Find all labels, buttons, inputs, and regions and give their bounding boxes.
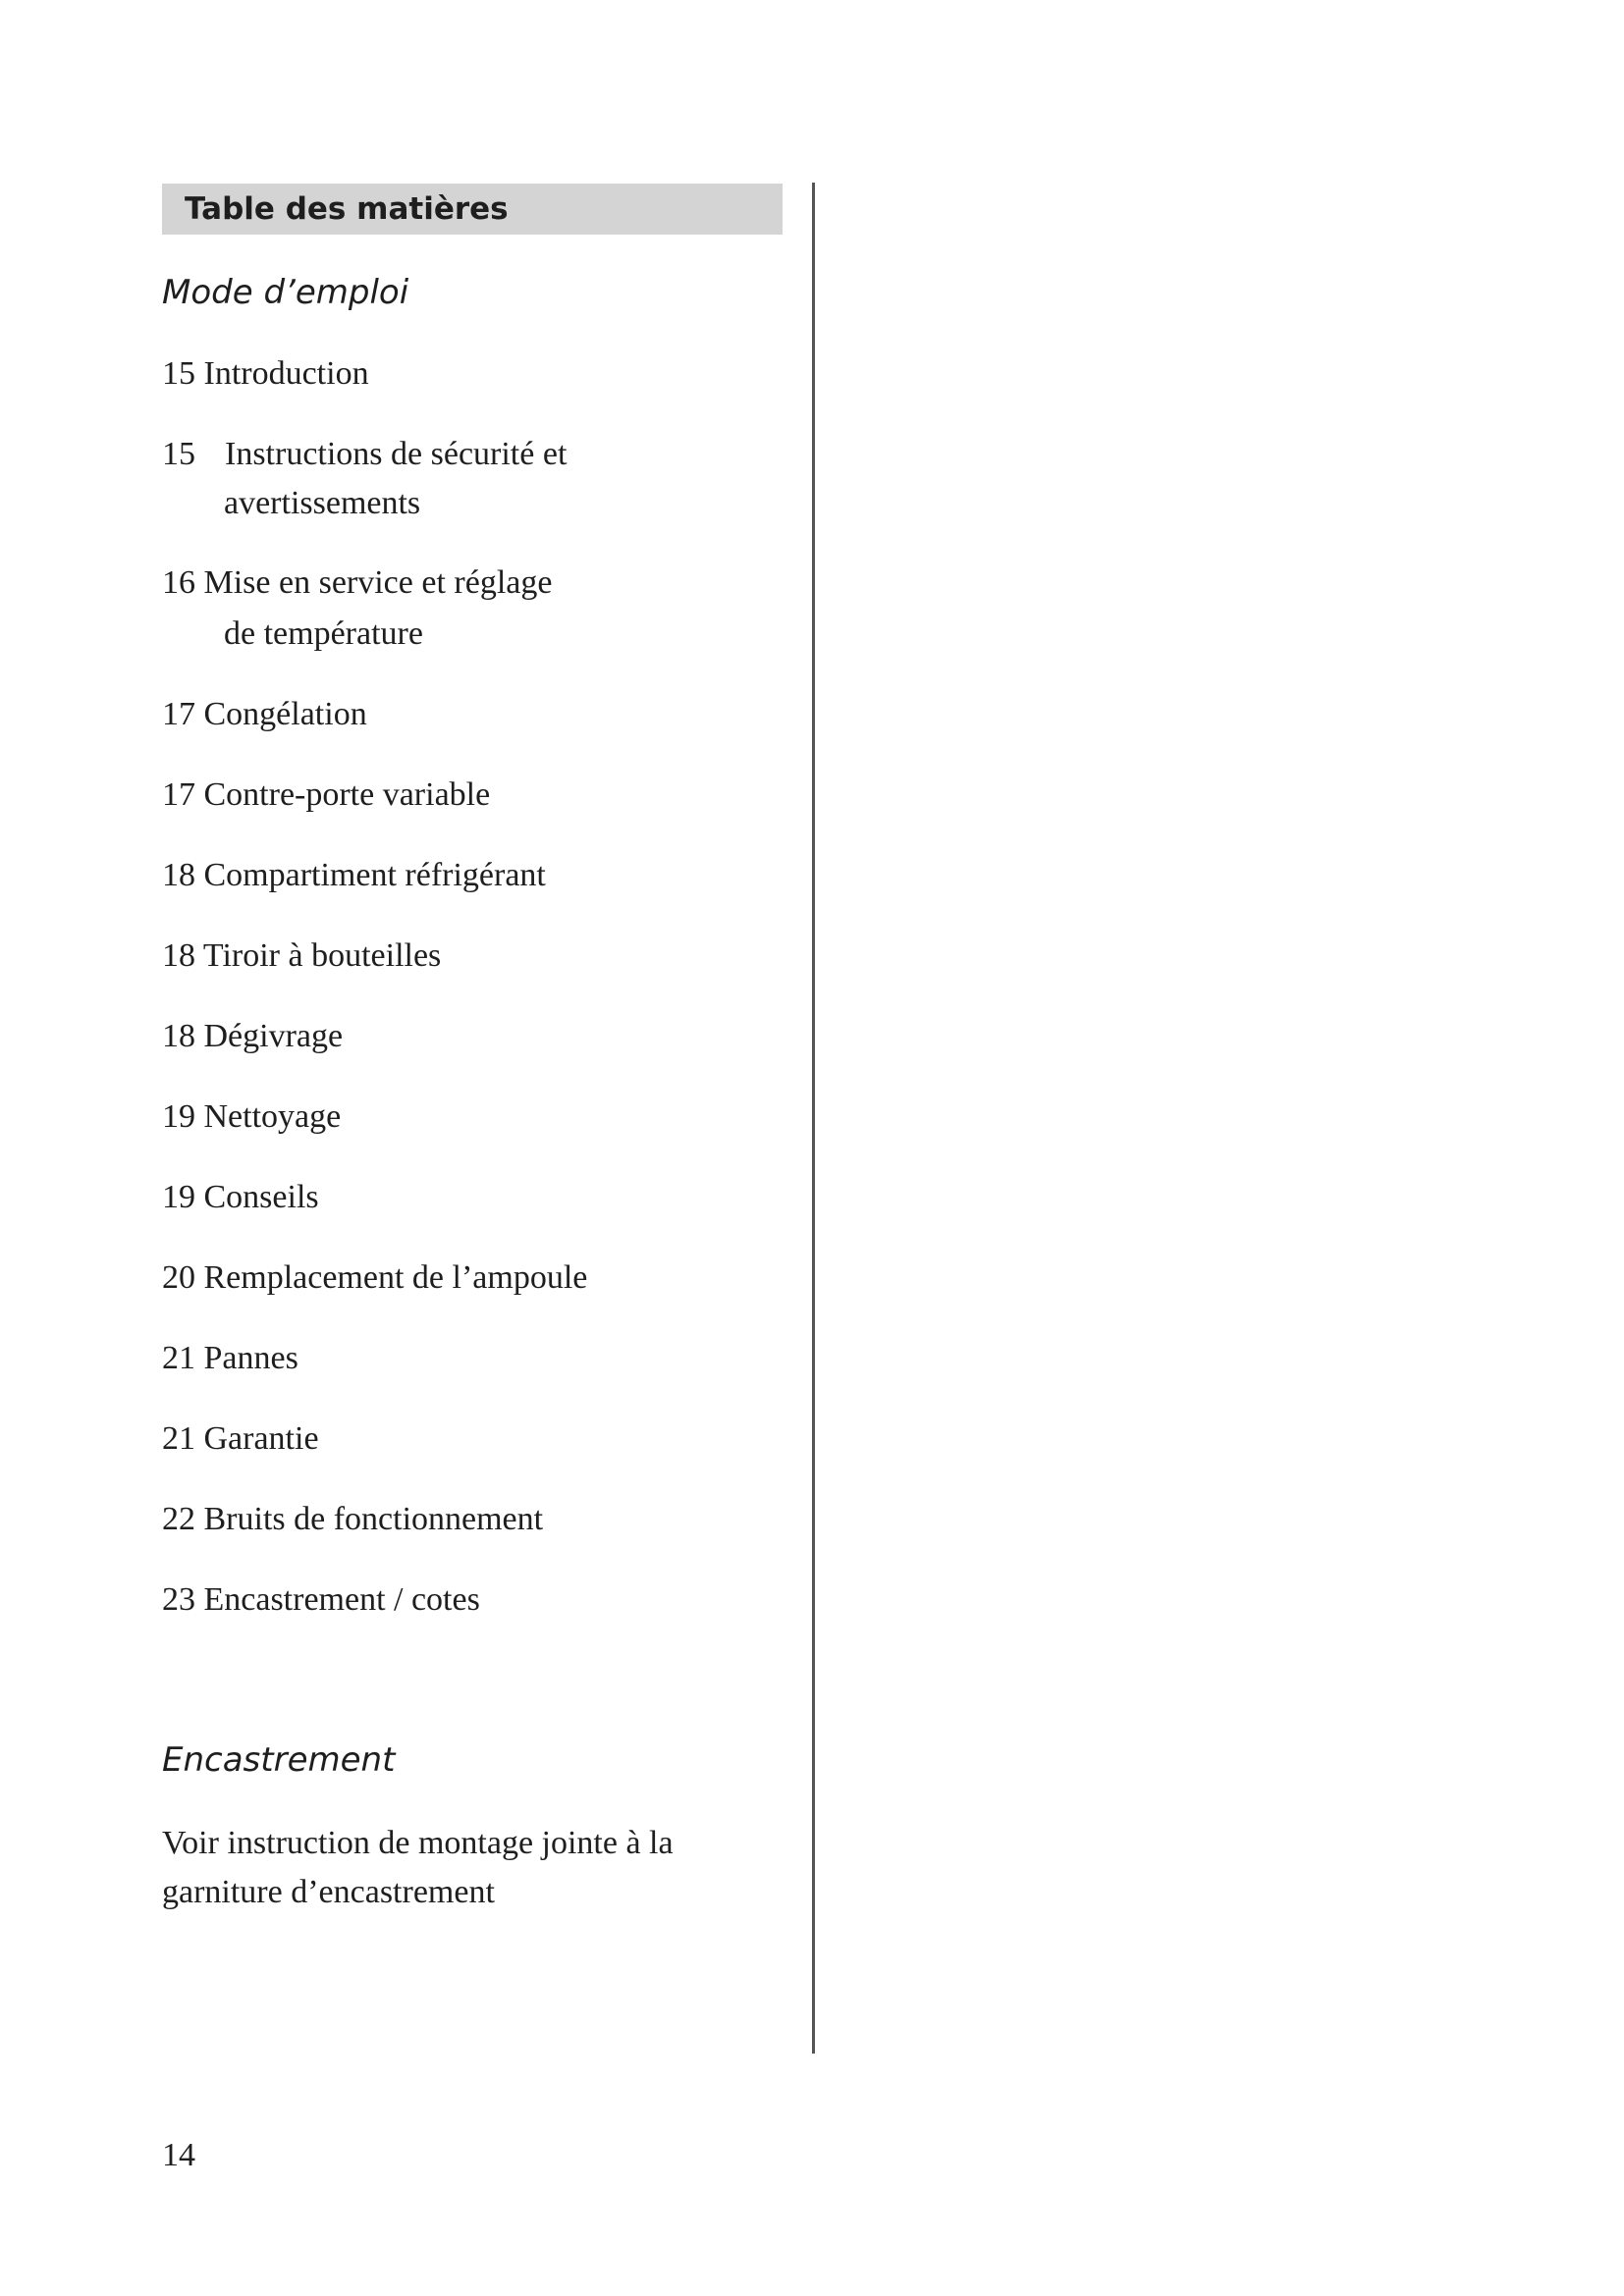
toc-entry-page: 23 bbox=[162, 1581, 195, 1618]
toc-entry-title: Congélation bbox=[203, 696, 367, 732]
toc-entry[interactable] bbox=[162, 1578, 480, 1622]
toc-entry-title: Bruits de fonctionnement bbox=[203, 1501, 544, 1537]
toc-heading: Table des matières bbox=[185, 191, 509, 227]
toc-entry[interactable] bbox=[162, 1337, 298, 1380]
toc-entry[interactable] bbox=[162, 433, 568, 521]
toc-entry[interactable] bbox=[162, 693, 367, 736]
toc-entry-page: 18 bbox=[162, 937, 195, 974]
toc-entry-title: Remplacement de l’ampoule bbox=[203, 1259, 588, 1296]
toc-entry-title: Instructions de sécurité et bbox=[225, 436, 568, 472]
section-label-mode-emploi: Mode d’emploi bbox=[162, 273, 409, 312]
toc-entry[interactable] bbox=[162, 1176, 319, 1219]
toc-entry-page: 19 bbox=[162, 1179, 195, 1215]
toc-entry-page: 17 bbox=[162, 776, 195, 813]
encastrement-text: Voir instruction de montage jointe à la garniture d’encastrement bbox=[162, 1825, 674, 1910]
toc-entry-page: 17 bbox=[162, 696, 195, 732]
toc-entry[interactable] bbox=[162, 1095, 341, 1139]
toc-entry-title: Compartiment réfrigérant bbox=[203, 857, 546, 893]
toc-entry-page: 20 bbox=[162, 1259, 195, 1296]
toc-entry-page: 16 bbox=[162, 564, 195, 601]
toc-entry-page: 15 bbox=[162, 355, 195, 392]
toc-entry-page: 22 bbox=[162, 1501, 195, 1537]
page-number: 14 bbox=[162, 2137, 195, 2173]
toc-entry-title: Tiroir à bouteilles bbox=[202, 937, 442, 974]
toc-entry[interactable] bbox=[162, 1015, 343, 1058]
toc-entry-page: 19 bbox=[162, 1098, 195, 1135]
toc-entry[interactable] bbox=[162, 1417, 319, 1461]
toc-entry-title: Pannes bbox=[203, 1340, 298, 1376]
toc-entry-title: Dégivrage bbox=[203, 1018, 344, 1054]
toc-entry-title: Mise en service et réglage bbox=[203, 564, 553, 601]
toc-entry-title: Encastrement / cotes bbox=[203, 1581, 480, 1618]
toc-entry-page: 18 bbox=[162, 857, 195, 893]
toc-entry-title: Contre-porte variable bbox=[203, 776, 491, 813]
toc-entry-title: Garantie bbox=[203, 1420, 319, 1457]
toc-entry[interactable] bbox=[162, 561, 553, 652]
toc-entry[interactable] bbox=[162, 1256, 587, 1300]
toc-entry[interactable] bbox=[162, 352, 369, 396]
toc-entry[interactable] bbox=[162, 854, 546, 897]
toc-entry[interactable] bbox=[162, 1498, 543, 1541]
toc-entry[interactable] bbox=[162, 934, 441, 978]
toc-entry-page: 15 bbox=[162, 436, 195, 472]
toc-entry[interactable] bbox=[162, 774, 490, 817]
toc-entry-title: Conseils bbox=[203, 1179, 319, 1215]
toc-entry-page: 21 bbox=[162, 1420, 195, 1457]
toc-entry-continuation: avertissements bbox=[224, 485, 421, 521]
toc-entry-title: Nettoyage bbox=[203, 1098, 342, 1135]
toc-entry-continuation: de température bbox=[224, 615, 423, 652]
section-label-encastrement: Encastrement bbox=[162, 1740, 396, 1780]
toc-entry-title: Introduction bbox=[203, 355, 369, 392]
column-divider bbox=[812, 183, 815, 2054]
toc-entry-page: 18 bbox=[162, 1018, 195, 1054]
toc-entry-page: 21 bbox=[162, 1340, 195, 1376]
